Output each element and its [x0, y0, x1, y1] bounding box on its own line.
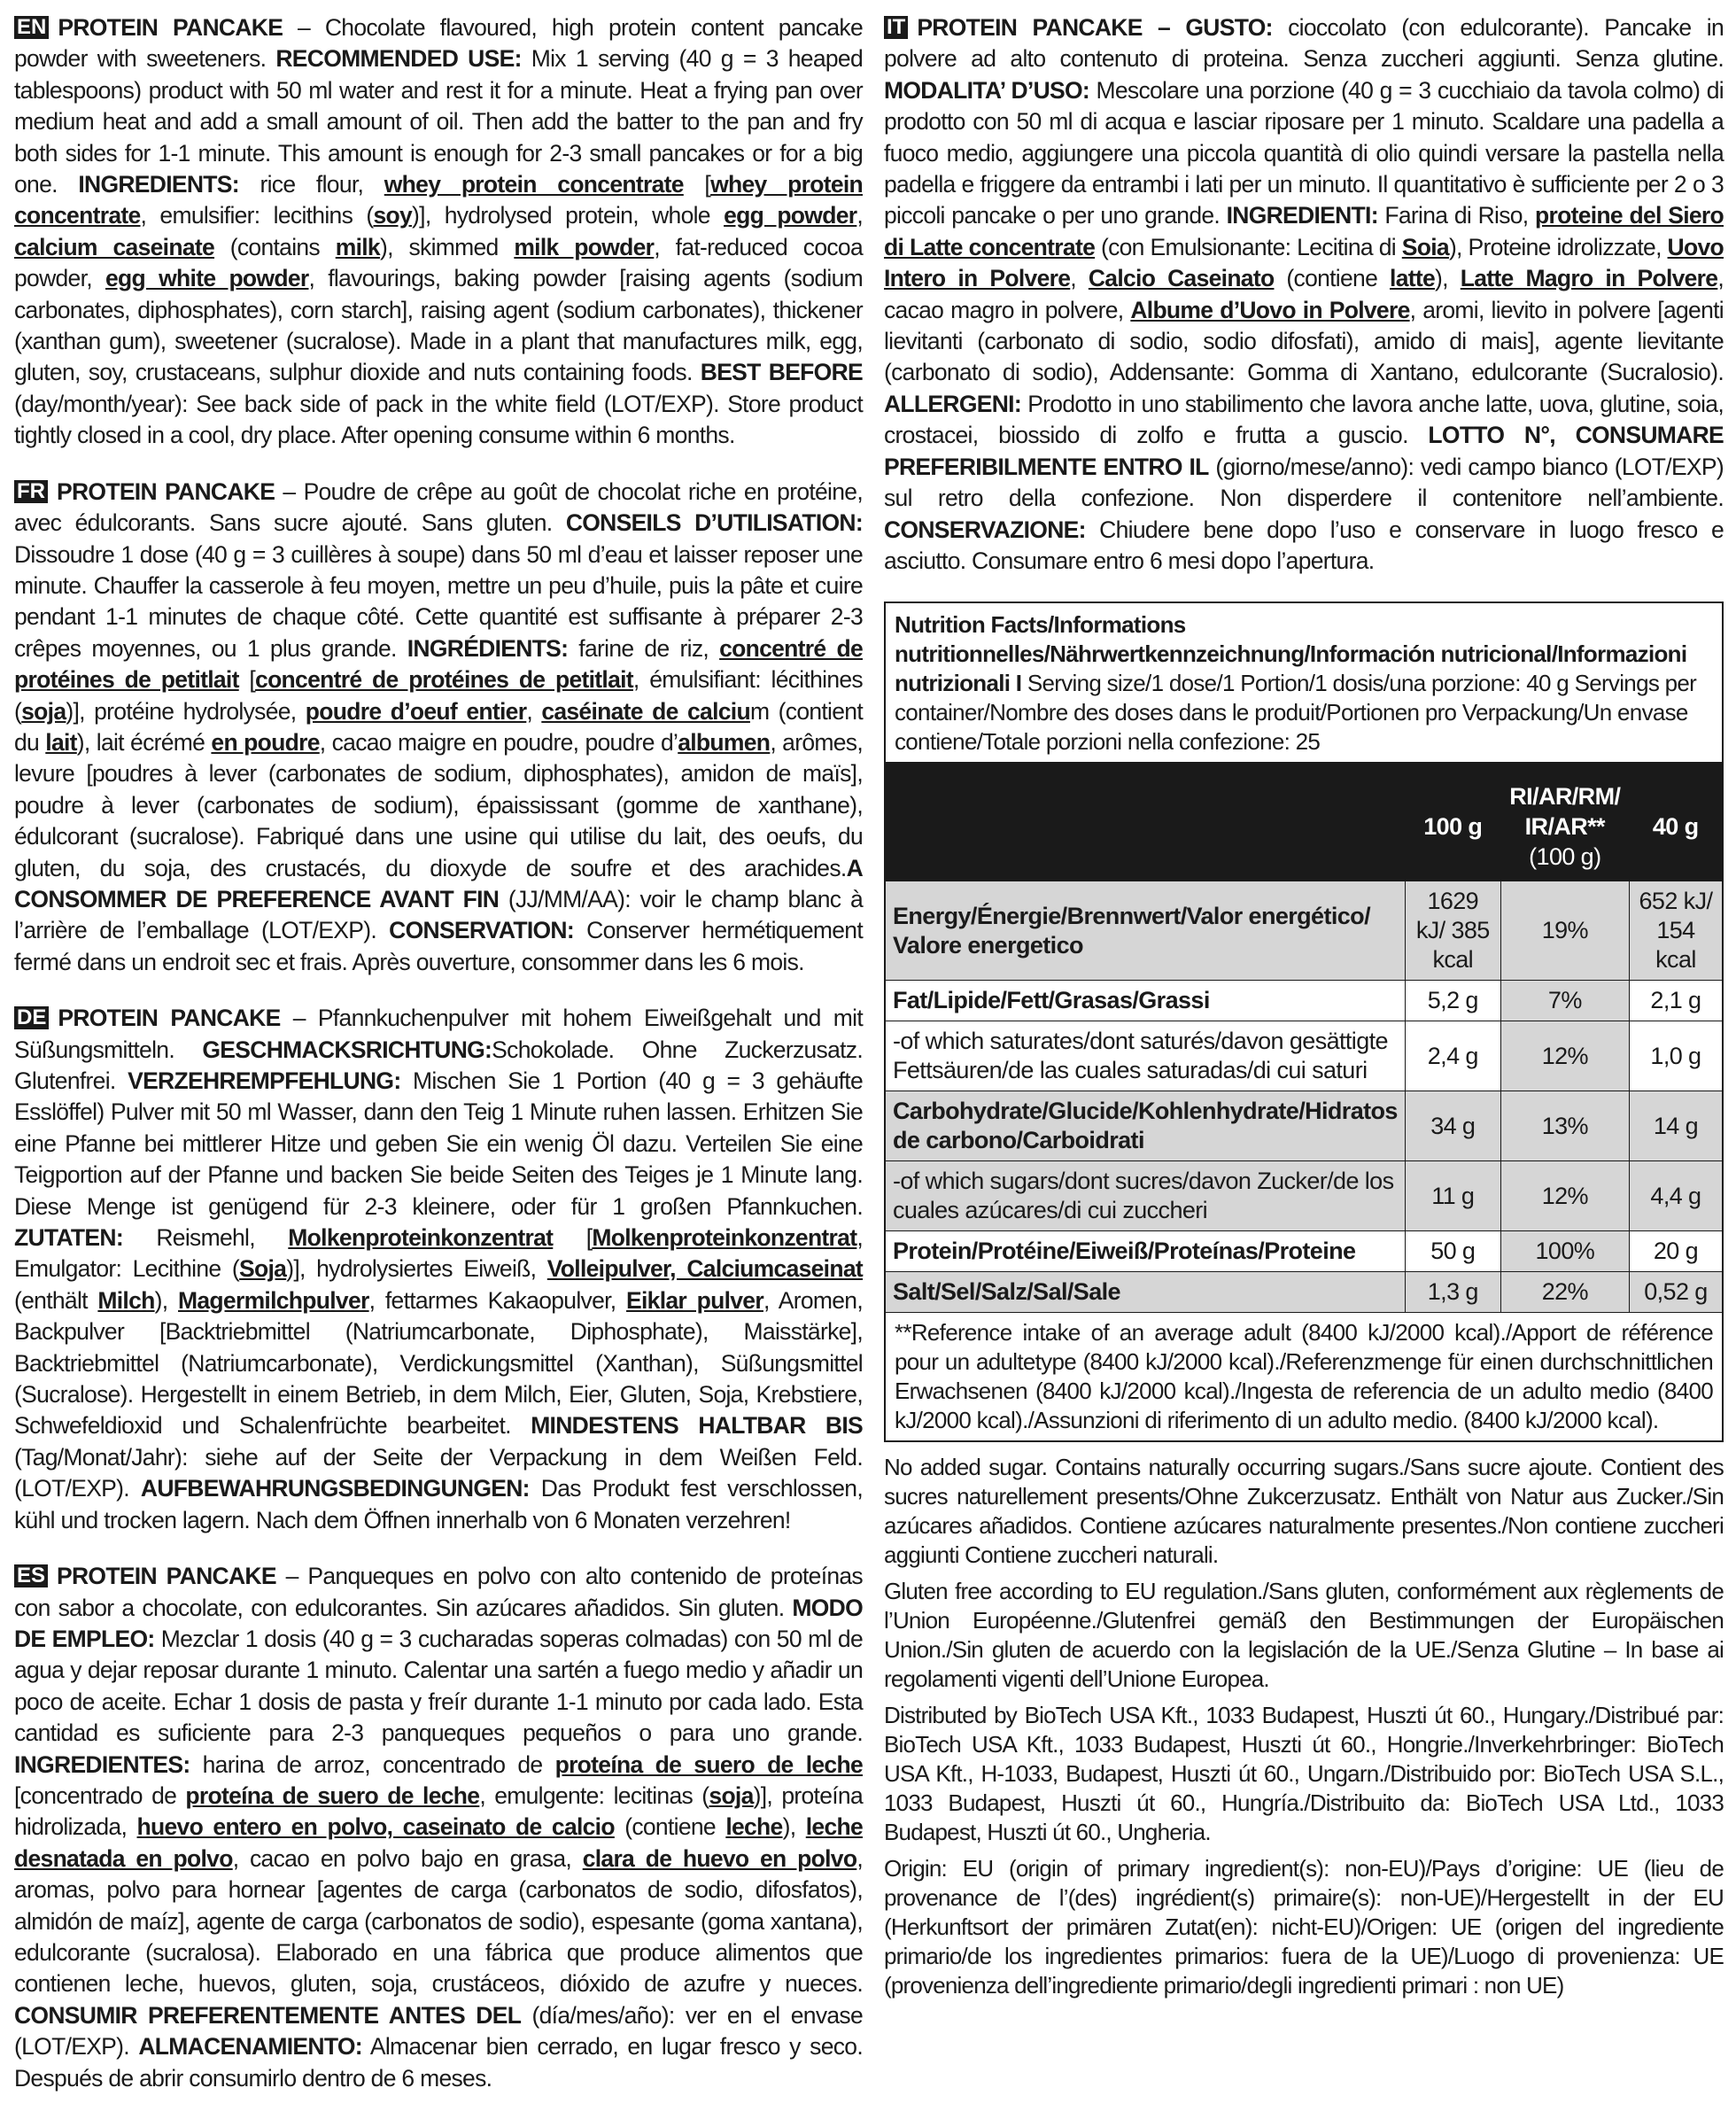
allergen-text: egg powder — [724, 202, 857, 229]
heading-text: CONSERVAZIONE: — [884, 516, 1086, 543]
body-text: Das Produkt fest verschlossen, kühl und trocken lagern. Nach dem Öffnen innerhalb von 6 Monaten verzehren! — [14, 1475, 863, 1533]
nutrition-table-body — [886, 881, 1722, 1313]
body-text: – Panqueques en polvo con alto contenido de proteínas con sabor a chocolate, con edulcorantes. Sin azúcares añadidos. Sin gluten. — [14, 1563, 863, 1621]
allergen-text: milk — [335, 233, 380, 260]
left-column — [14, 12, 863, 2119]
allergen-text: poudre d’oeuf entier — [305, 697, 527, 725]
heading-text: PROTEIN PANCAKE – GUSTO: — [917, 14, 1273, 41]
header-per-40g: 40 g — [1629, 762, 1722, 881]
allergen-text: leche desnatada en polvo — [14, 1813, 864, 1872]
allergen-text: Latte Magro in Polvere — [1460, 265, 1718, 292]
allergen-text: soja — [21, 697, 66, 725]
nutrient-name: Carbohydrate/Glucide/Kohlenhydrate/Hidratos de carbono/Carboidrati — [886, 1091, 1405, 1161]
language-badge-fr: FR — [14, 480, 48, 503]
allergen-text: Calcio Caseinato — [1088, 265, 1275, 292]
allergen-text: calcium caseinate — [14, 233, 215, 260]
text-en — [14, 14, 863, 448]
allergen-text: caséinate de calciu — [541, 697, 750, 725]
heading-text: VERZEHREMPFEHLUNG: — [128, 1067, 401, 1094]
block-en — [14, 12, 863, 452]
value-ri: 7% — [1500, 981, 1629, 1021]
nutrient-name: Fat/Lipide/Fett/Grasas/Grassi — [886, 981, 1405, 1021]
body-text: Dissoudre 1 dose (40 g = 3 cuillères à soupe) dans 50 ml d’eau et laisser reposer une minute. Chauffer la casserole à feu moyen, mettre un peu d’huile, puis la pâte et cuire pendant 1-1 minutes de chaque côté. Cette quantité est suffisante à préparer 2-3 crêpes moyennes, ou 1 plus grande. — [14, 540, 863, 662]
heading-text: INGREDIENTI: — [1226, 202, 1378, 229]
text-es — [14, 1563, 863, 2092]
header-ri-label: RI/AR/RM/ IR/AR** — [1509, 783, 1621, 841]
allergen-text: egg white powder — [105, 265, 309, 292]
note-distributor: Distributed by BioTech USA Kft., 1033 Budapest, Huszti út 60., Hungary./Distribué par: BioTech USA Kft., 1033 Budapest, Huszti út 60., Hongrie./Inverkehrbringer: BioTech USA Kft., H-1033, Budapest, Huszti út 60., Ungarn./Distribuido por: BioTech USA S.L., 1033 Budapest, Huszti út 60., Hungría./Distribuito da: BioTech USA Ltd., 1033 Budapest, Huszti út 60., Ungheria. — [884, 1702, 1724, 1846]
heading-text: INGREDIENTES: — [14, 1750, 190, 1778]
heading-text: INGRÉDIENTS: — [407, 634, 569, 662]
body-text: Farina di Riso, — [1377, 202, 1536, 229]
body-text: Chiudere bene dopo l’uso e conservare in luogo fresco e asciutto. Consumare entro 6 mesi dopo l’apertura. — [884, 516, 1724, 574]
text-de — [14, 1005, 863, 1533]
allergen-text: en poudre — [211, 728, 320, 756]
body-text: , — [1070, 265, 1089, 292]
body-text: )], protéine hydrolysée, — [66, 697, 306, 725]
body-text: ), — [154, 1286, 179, 1314]
language-badge-en: EN — [14, 16, 49, 39]
heading-text: GESCHMACKSRICHTUNG: — [202, 1036, 492, 1063]
body-text: – Chocolate flavoured, high protein content pancake powder with sweeteners. — [14, 14, 863, 73]
body-text: , cacao magro in polvere, — [884, 265, 1724, 323]
body-text: (contiene — [614, 1813, 726, 1841]
heading-text: MINDESTENS HALTBAR BIS — [531, 1412, 863, 1440]
allergen-text: whey protein concentrate — [14, 171, 864, 229]
allergen-text: Eiklar pulver — [626, 1286, 763, 1314]
nutrient-name: Salt/Sel/Salz/Sal/Sale — [886, 1272, 1405, 1313]
nutrition-table-box — [884, 602, 1724, 1442]
heading-text: PROTEIN PANCAKE — [58, 1005, 281, 1032]
body-text: Conserver hermétiquement fermé dans un endroit sec et frais. Après ouverture, consommer dans les 6 mois. — [14, 917, 863, 975]
block-it — [884, 12, 1724, 577]
body-text: )], hydrolysed protein, whole — [412, 202, 725, 229]
allergen-text: Soia — [1401, 233, 1449, 260]
body-text: , aromas, polvo para hornear [agentes de carga (carbonatos de sodio, difosfatos), almidón de maíz], agente de carga (carbonatos de sodio), espesante (goma xantana), edulcorante (sucralosa). Elaborado en una fábrica que produce alimentos que contienen leche, huevos, gluten, soja, crustáceos, dióxido de azufre y nueces. — [14, 1844, 863, 1998]
text-fr — [14, 478, 863, 975]
body-text: (giorno/mese/anno): vedi campo bianco (LOT/EXP) sul retro della confezione. Non disperdere il contenitore nell’ambiente. — [884, 453, 1724, 512]
heading-text: ALMACENAMIENTO: — [138, 2033, 362, 2061]
nutrition-row — [886, 881, 1722, 981]
body-text: [ — [683, 171, 711, 198]
heading-text: CONSUMIR PREFERENTEMENTE ANTES DEL — [14, 2001, 522, 2029]
note-gluten: Gluten free according to EU regulation./Sans gluten, conformément aux règlements de l’Union Européenne./Glutenfrei gemäß den Bestimmungen der Europäischen Union./Sin gluten de acuerdo con la legislación de la UE./Senza Glutine – In base ai regolamenti vigenti dell’Unione Europea. — [884, 1578, 1724, 1693]
body-text: cioccolato (con edulcorante). Pancake in polvere ad alto contenuto di proteina. Senza zuccheri aggiunti. Senza glutine. — [884, 14, 1724, 73]
body-text: farine de riz, — [568, 634, 720, 662]
body-text: harina de arroz, concentrado de — [190, 1750, 555, 1778]
body-text: Almacenar bien cerrado, en lugar fresco y seco. Después de abrir consumirlo dentro de 6 meses. — [14, 2033, 863, 2092]
value-per-100g: 2,4 g — [1405, 1021, 1500, 1091]
right-column — [884, 12, 1724, 2007]
body-text: Mezclar 1 dosis (40 g = 3 cucharadas soperas colmadas) con 50 ml de agua y dejar reposar durante 1 minuto. Calentar una sartén a fuego medio y añadir un poco de aceite. Echar 1 dosis de pasta y freír durante 1-1 minuto por cada lado. Esta cantidad es suficiente para 2-3 panqueques pequeños o para uno grande. — [14, 1625, 863, 1747]
body-text: Prodotto in uno stabilimento che lavora anche latte, uova, glutine, soia, crostacei, biossido di zolfo e frutta a guscio. — [884, 390, 1724, 449]
note-sugar: No added sugar. Contains naturally occurring sugars./Sans sucre ajoute. Contient des sucres naturellement presents/Ohne Zukcerzusatz. Enthält von Natur aus Zucker./Sin azúcares añadidos. Contiene azúcares naturalmente presentes./Non contiene zuccheri aggiunti Contiene zuccheri naturali. — [884, 1454, 1724, 1569]
allergen-text: Uovo Intero in Polvere — [884, 233, 1724, 292]
allergen-text: lait — [45, 728, 77, 756]
value-per-40g: 652 kJ/ 154 kcal — [1629, 881, 1722, 981]
allergen-text: leche — [725, 1813, 783, 1841]
value-per-40g: 2,1 g — [1629, 981, 1722, 1021]
header-ri-sub: (100 g) — [1529, 843, 1601, 871]
body-text: , cacao maigre en poudre, poudre d’ — [319, 728, 678, 756]
heading-text: ZUTATEN: — [14, 1224, 123, 1252]
heading-text: INGREDIENTS: — [78, 171, 239, 198]
allergen-text: Molkenproteinkonzentrat — [288, 1224, 554, 1252]
body-text: , flavourings, baking powder [raising agents (sodium carbonates, diphosphates), corn starch], raising agent (sodium carbonates), thickener (xanthan gum), sweetener (sucralose). Made in a plant that manufactures milk, egg, gluten, soy, crustaceans, sulphur dioxide and nuts containing foods. — [14, 265, 863, 386]
body-text: (contains — [214, 233, 336, 260]
heading-text: RECOMMENDED USE: — [275, 45, 522, 73]
heading-text: PROTEIN PANCAKE — [57, 1563, 276, 1590]
allergen-text: milk powder — [514, 233, 655, 260]
block-de — [14, 1003, 863, 1536]
body-text: (día/mes/año): ver en el envase (LOT/EXP). — [14, 2001, 863, 2061]
heading-text: MODALITA’ D’USO: — [884, 76, 1090, 104]
body-text: ), — [782, 1813, 806, 1841]
heading-text: AUFBEWAHRUNGSBEDINGUNGEN: — [140, 1475, 530, 1502]
value-per-40g: 20 g — [1629, 1231, 1722, 1272]
nutrition-title: Nutrition Facts/Informations nutritionnelles/Nährwertkennzeichnung/Información nutricional/Informazioni nutrizionali I — [895, 611, 1687, 697]
allergen-text: albumen — [678, 728, 771, 756]
body-text: ), — [1435, 265, 1461, 292]
serving-info: Serving size/1 dose/1 Portion/1 dosis/una porzione: 40 g Servings per container/Nombre des doses dans le produit/Portionen pro Verpackung/Un envase contiene/Totale porzioni nella confezione: 25 — [895, 670, 1697, 756]
body-text: ), Proteine idrolizzate, — [1448, 233, 1668, 260]
block-fr — [14, 477, 863, 979]
header-nutrient — [886, 762, 1405, 881]
body-text: , — [526, 697, 542, 725]
value-per-100g: 11 g — [1405, 1161, 1500, 1231]
nutrient-name: Protein/Protéine/Eiweiß/Proteínas/Proteine — [886, 1231, 1405, 1272]
allergen-text: whey protein concentrate — [384, 171, 684, 198]
header-ri — [1500, 762, 1629, 881]
nutrient-name: -of which saturates/dont saturés/davon gesättigte Fettsäuren/de las cuales saturadas/di cui saturi — [886, 1021, 1405, 1091]
value-per-40g: 4,4 g — [1629, 1161, 1722, 1231]
nutrition-table-header-row — [886, 762, 1722, 881]
nutrition-table — [886, 762, 1722, 1312]
body-text: , fettarmes Kakaopulver, — [368, 1286, 627, 1314]
nutrition-row — [886, 1272, 1722, 1313]
heading-text: MODO DE EMPLEO: — [14, 1594, 863, 1652]
body-text: rice flour, — [238, 171, 384, 198]
value-per-100g: 5,2 g — [1405, 981, 1500, 1021]
body-text: , emulgente: lecitinas ( — [479, 1781, 709, 1809]
body-text: [ — [553, 1224, 593, 1252]
allergen-text: huevo entero en polvo, caseinato de calcio — [136, 1813, 615, 1841]
allergen-text: proteína de suero de leche — [554, 1750, 863, 1778]
body-text: Mix 1 serving (40 g = 3 heaped tablespoons) product with 50 ml water and rest it for a minute. Heat a frying pan over medium heat and add a small amount of oil. Then add the batter to the pan and fry both sides for 1-1 minute. This amount is enough for 2-3 small pancakes or for a big one. — [14, 45, 864, 198]
body-text: Mescolare una porzione (40 g = 3 cucchiaio da tavola colmo) di prodotto con 50 ml di acqua e lasciar riposare per 1 minuto. Scaldare una padella a fuoco medio, aggiungere una piccola quantità di olio quindi versare la pastella nella padella e friggere da entrambi i lati per un minuto. Il quantitativo è sufficiente per 2 o 3 piccoli pancake o per uno grande. — [884, 76, 1724, 229]
body-text: m (contient du — [14, 697, 863, 756]
body-text: , — [856, 202, 864, 229]
body-text: Mischen Sie 1 Portion (40 g = 3 gehäufte Esslöffel) Pulver mit 50 ml Wasser, dann den Teig 1 Minute ruhen lassen. Erhitzen Sie eine Pfanne bei mittlerer Hitze und geben Sie ein wenig Öl dazu. Verteilen Sie eine Teigportion auf der Pfanne und backen Sie beide Seiten des Teiges je 1 Minute lang. Diese Menge ist genügend für 2-3 kleinere, oder für 1 großen Pfannkuchen. — [14, 1067, 863, 1220]
allergen-text: proteine del Siero di Latte concentrate — [884, 202, 1724, 260]
nutrition-row — [886, 1021, 1722, 1091]
heading-text: LOTTO N°, CONSUMARE PREFERIBILMENTE ENTRO IL — [884, 422, 1724, 480]
language-badge-es: ES — [14, 1564, 48, 1587]
value-per-40g: 14 g — [1629, 1091, 1722, 1161]
text-it — [884, 14, 1724, 574]
language-badge-de: DE — [14, 1006, 49, 1029]
reference-intake-footnote: **Reference intake of an average adult (8400 kJ/2000 kcal)./Apport de référence pour un adultetype (8400 kJ/2000 kcal)./Referenzmenge für einen durchschnittlichen Erwachsenen (8400 kJ/2000 kcal)./Ingesta de referencia de un adulto medio (8400 kJ/2000 kcal)./Assunzioni di riferimento di un adulto medio. (8400 kJ/2000 kcal). — [886, 1312, 1722, 1440]
nutrition-row — [886, 1161, 1722, 1231]
body-text: )], hydrolysiertes Eiweiß, — [286, 1255, 547, 1283]
body-text: – Poudre de crêpe au goût de chocolat riche en protéine, avec édulcorants. Sans sucre ajouté. Sans gluten. — [14, 477, 863, 537]
allergen-text: concentré de protéines de petitlait — [255, 666, 633, 694]
value-per-40g: 1,0 g — [1629, 1021, 1722, 1091]
body-text: , Emulgator: Lecithine ( — [14, 1224, 864, 1283]
body-text: [concentrado de — [14, 1781, 186, 1809]
allergen-text: Molkenproteinkonzentrat — [592, 1224, 857, 1252]
allergen-text: soja — [709, 1781, 754, 1809]
nutrition-row — [886, 981, 1722, 1021]
body-text: , cacao en polvo bajo en grasa, — [232, 1844, 583, 1872]
value-per-100g: 1629 kJ/ 385 kcal — [1405, 881, 1500, 981]
body-text: , arômes, levure [poudres à lever (carbonates de sodium, diphosphates), amidon de maïs], poudre à lever (carbonates de sodium), épaississant (gomme de xanthane), édulcorant (sucralose). Fabriqué dans une usine qui utilise du lait, des oeufs, du gluten, du soja, des crustacés, du dioxyde de soufre et des arachides. — [14, 728, 864, 881]
value-per-100g: 50 g — [1405, 1231, 1500, 1272]
heading-text: CONSEILS D’UTILISATION: — [565, 509, 863, 537]
heading-text: A CONSOMMER DE PREFERENCE AVANT FIN — [14, 854, 863, 912]
value-ri: 12% — [1500, 1021, 1629, 1091]
allergen-text: soy — [373, 202, 413, 229]
nutrition-row — [886, 1231, 1722, 1272]
notes — [884, 1453, 1724, 2000]
heading-text: PROTEIN PANCAKE — [57, 477, 275, 505]
value-ri: 100% — [1500, 1231, 1629, 1272]
body-text: (contiene — [1274, 265, 1391, 292]
body-text: , Aromen, Backpulver [Backtriebmittel (Natriumcarbonate, Diphosphate), Maisstärke], Backtriebmittel (Natriumcarbonate), Verdickungsmittel (Xanthan), Süßungsmittel (Sucralose). Hergestellt in einem Betrieb, in dem Milch, Eier, Gluten, Soja, Krebstiere, Schwefeldioxid und Schalenfrüchte bearbeitet. — [14, 1286, 864, 1440]
value-ri: 12% — [1500, 1161, 1629, 1231]
nutrient-name: Energy/Énergie/Brennwert/Valor energético/ Valore energetico — [886, 881, 1405, 981]
allergen-text: Albume d’Uovo in Polvere — [1130, 296, 1410, 323]
body-text: Schokolade. Ohne Zuckerzusatz. Glutenfrei. — [14, 1036, 863, 1094]
allergen-text: Magermilchpulver — [178, 1286, 369, 1314]
note-origin: Origin: EU (origin of primary ingredient(s): non-EU)/Pays d’origine: UE (lieu de provenance de l’(des) ingrédient(s) primaire(s): non-UE)/Hergestellt in der EU (Herkunftsort der primären Zutat(en): nicht-EU)/Origen: UE (origen del ingrediente primario/de los ingredientes primarios: fuera de la UE)/Luogo di provenienza: UE (provenienza dell’ingrediente primario/degli ingredienti primari : non UE) — [884, 1855, 1724, 1999]
block-es — [14, 1561, 863, 2094]
nutrition-row — [886, 1091, 1722, 1161]
value-ri: 22% — [1500, 1272, 1629, 1313]
body-text: , émulsifiant: lécithines ( — [14, 666, 863, 725]
body-text: , emulsifier: lecithins ( — [140, 202, 374, 229]
value-per-40g: 0,52 g — [1629, 1272, 1722, 1313]
allergen-text: Milch — [97, 1286, 155, 1314]
body-text: , aromi, lievito in polvere [agenti lievitanti (carbonato di sodio, sodio difosfati), amido di mais], agente lievitante (carbonato di sodio), Addensante: Gomma di Xantano, edulcorante (Sucralosio). — [884, 296, 1724, 386]
allergen-text: Volleipulver, Calciumcaseinat — [546, 1255, 863, 1283]
body-text: ), skimmed — [379, 233, 515, 260]
heading-text: BEST BEFORE — [700, 359, 863, 386]
body-text: )], proteína hidrolizada, — [14, 1781, 863, 1841]
body-text: ), lait écrémé — [76, 728, 212, 756]
heading-text: PROTEIN PANCAKE — [58, 14, 283, 41]
body-text: Reismehl, — [122, 1224, 289, 1252]
body-text: , fat-reduced cocoa powder, — [14, 233, 863, 292]
body-text: (Tag/Monat/Jahr): siehe auf der Seite der Verpackung in dem Weißen Feld. (LOT/EXP). — [14, 1443, 863, 1502]
allergen-text: latte — [1390, 265, 1436, 292]
heading-text: ALLERGENI: — [884, 390, 1021, 417]
body-text: (day/month/year): See back side of pack in the white field (LOT/EXP). Store product tightly closed in a cool, dry place. After opening consume within 6 months. — [14, 390, 863, 449]
allergen-text: concentré de protéines de petitlait — [14, 634, 863, 694]
value-ri: 19% — [1500, 881, 1629, 981]
header-per-100g: 100 g — [1405, 762, 1500, 881]
language-badge-it: IT — [884, 16, 908, 39]
value-per-100g: 34 g — [1405, 1091, 1500, 1161]
allergen-text: clara de huevo en polvo — [582, 1844, 857, 1872]
body-text: [ — [238, 666, 256, 694]
body-text: (JJ/MM/AA): voir le champ blanc à l’arrière de l’emballage (LOT/EXP). — [14, 885, 863, 944]
body-text: – Pfannkuchenpulver mit hohem Eiweißgehalt und mit Süßungsmitteln. — [14, 1005, 864, 1063]
heading-text: CONSERVATION: — [389, 917, 574, 944]
allergen-text: Soja — [239, 1255, 287, 1283]
nutrition-header — [886, 603, 1722, 762]
nutrient-name: -of which sugars/dont sucres/davon Zucker/de los cuales azúcares/di cui zuccheri — [886, 1161, 1405, 1231]
allergen-text: proteína de suero de leche — [185, 1781, 480, 1809]
body-text: (enthält — [14, 1286, 98, 1314]
value-ri: 13% — [1500, 1091, 1629, 1161]
value-per-100g: 1,3 g — [1405, 1272, 1500, 1313]
body-text: (con Emulsionante: Lecitina di — [1095, 233, 1402, 260]
